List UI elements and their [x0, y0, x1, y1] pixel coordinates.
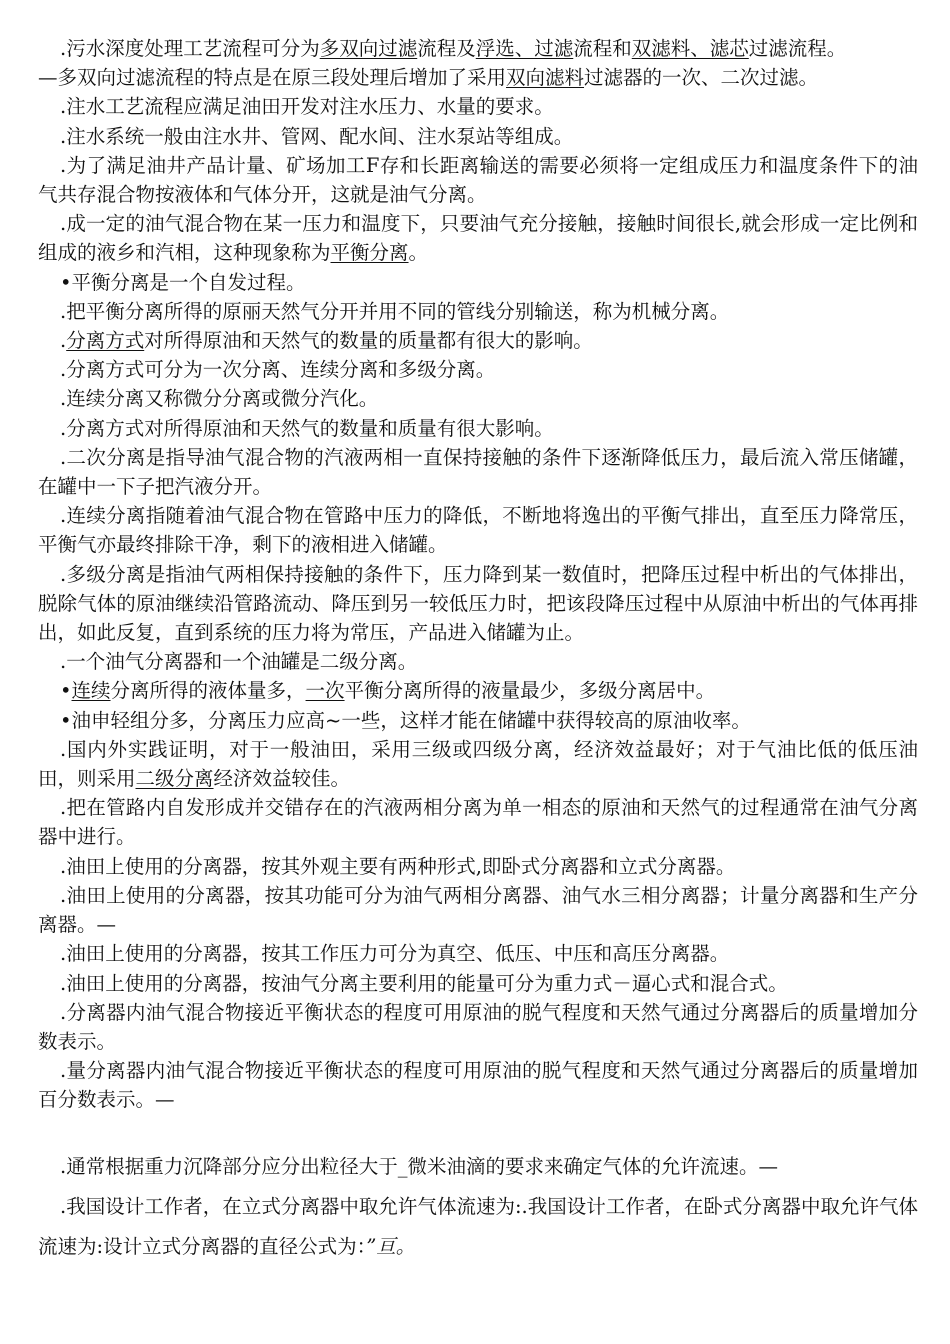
- paragraph: [38, 852, 918, 881]
- text-segment: 过滤器的一次、二次过滤。: [584, 66, 819, 90]
- text-segment: 经济效益较佳。: [213, 767, 351, 791]
- paragraph: [38, 355, 918, 384]
- paragraph: [38, 443, 918, 501]
- underlined-term: 双向滤料: [506, 66, 585, 90]
- text-segment: 流程及: [417, 37, 476, 60]
- text-segment: .: [60, 329, 67, 353]
- text-segment: .油田上使用的分离器，按其功能可分为油气两相分离器、油气水三相分离器；计量分离器和生产分离器。—: [38, 883, 918, 937]
- text-segment: 过滤流程。: [748, 37, 847, 60]
- paragraph: [38, 647, 918, 676]
- paragraph: [38, 1187, 918, 1267]
- text-segment: 对所得原油和天然气的数量的质量都有很大的影响。: [144, 329, 593, 353]
- text-segment: ”亘。: [366, 1234, 416, 1258]
- text-segment: .成一定的油气混合物在某一压力和温度下，只要油气充分接触，接触时间很长,就会形成一定比例和组成的液乡和汽相，这种现象称为: [38, 212, 918, 265]
- paragraph: [38, 122, 918, 151]
- paragraph: [38, 969, 918, 998]
- paragraph: [38, 793, 918, 851]
- text-segment: .一个油气分离器和一个油罐是二级分离。: [60, 650, 418, 674]
- underlined-term: 浮选、过滤: [475, 37, 574, 60]
- paragraph: [38, 34, 918, 63]
- document-body: [38, 34, 918, 1267]
- paragraph: [38, 297, 918, 326]
- paragraph: [38, 998, 918, 1056]
- blank-gap: [38, 1115, 918, 1147]
- text-segment: .连续分离指随着油气混合物在管路中压力的降低，不断地将逸出的平衡气排出，直至压力降常压，平衡气亦最终排除干净，剩下的液相进入储罐。: [38, 504, 918, 557]
- text-segment: •: [60, 679, 72, 703]
- underlined-term: 平衡分离: [330, 241, 409, 265]
- underlined-term: 双滤料、滤芯: [631, 37, 749, 60]
- text-segment: .把平衡分离所得的原丽天然气分开并用不同的管线分别输送，称为机械分离。: [60, 299, 730, 323]
- paragraph: [38, 151, 918, 209]
- text-segment: .分离器内油气混合物接近平衡状态的程度可用原油的脱气程度和天然气通过分离器后的质量增加分数表示。: [38, 1000, 918, 1053]
- paragraph: [38, 414, 918, 443]
- paragraph: [38, 209, 918, 267]
- paragraph: [38, 676, 918, 705]
- underlined-term: 二级分离: [135, 767, 214, 791]
- text-segment: .二次分离是指导油气混合物的汽液两相一直保持接触的条件下逐渐降低压力，最后流入常压储罐，在罐中一下子把汽液分开。: [38, 445, 918, 499]
- text-segment: .污水深度处理工艺流程可分为: [60, 37, 320, 60]
- paragraph: [38, 1056, 918, 1114]
- paragraph: [38, 939, 918, 968]
- text-segment: .国内外实践证明，对于一般油田，采用三级或四级分离，经济效益最好；对于气油比低的低压油田，则采用: [38, 737, 918, 791]
- underlined-term: 连续: [71, 679, 111, 703]
- text-segment: •油申轻组分多，分离压力应高~一些，这样才能在储罐中获得较高的原油收率。: [60, 708, 751, 732]
- paragraph: [38, 92, 918, 121]
- text-segment: 流程和: [573, 37, 632, 60]
- paragraph: [38, 560, 918, 648]
- text-segment: .我国设计工作者，在立式分离器中取允许气体流速为:.我国设计工作者，在卧式分离器中取允许气体流速为:设计立式分离器的直径公式为：: [38, 1194, 918, 1258]
- text-segment: .分离方式可分为一次分离、连续分离和多级分离。: [60, 358, 496, 382]
- paragraph: [38, 735, 918, 793]
- main-text-block: [38, 34, 918, 1115]
- underlined-term: 分离方式: [66, 329, 145, 353]
- text-segment: .油田上使用的分离器，按其工作压力可分为真空、低压、中压和高压分离器。: [60, 942, 730, 966]
- text-segment: .通常根据重力沉降部分应分出粒径大于_微米油滴的要求来确定气体的允许流速。—: [60, 1154, 778, 1178]
- underlined-term: 多双向过滤: [319, 37, 418, 60]
- text-segment: .量分离器内油气混合物接近平衡状态的程度可用原油的脱气程度和天然气通过分离器后的质量增加百分数表示。—: [38, 1059, 918, 1112]
- paragraph: [38, 384, 918, 413]
- text-segment: .多级分离是指油气两相保持接触的条件下，压力降到某一数值时，把降压过程中析出的气体排出，脱除气体的原油继续沿管路流动、降压到另一较低压力时，把该段降压过程中从原油中析出的气体再排出，如此反复，直到系统的压力将为常压，产品进入储罐为止。: [38, 562, 918, 645]
- text-segment: .油田上使用的分离器，按其外观主要有两种形式,即卧式分离器和立式分离器。: [60, 854, 736, 878]
- text-segment: .分离方式对所得原油和天然气的数量和质量有很大影响。: [60, 416, 554, 440]
- paragraph: [38, 706, 918, 735]
- text-segment: 分离所得的液体量多，: [110, 679, 306, 703]
- text-segment: .连续分离又称微分分离或微分汽化。: [60, 387, 379, 411]
- text-segment: —多双向过滤流程的特点是在原三段处理后增加了采用: [38, 66, 507, 90]
- text-segment: .注水工艺流程应满足油田开发对注水压力、水量的要求。: [60, 95, 554, 119]
- text-segment: •平衡分离是一个自发过程。: [60, 270, 306, 294]
- text-segment: 。: [408, 241, 429, 265]
- paragraph: [38, 1147, 918, 1187]
- text-segment: .为了满足油井产品计量、矿场加工F存和长距离输送的需要必须将一定组成压力和温度条件下的油气共存混合物按液体和气体分开，这就是油气分离。: [38, 153, 918, 207]
- text-segment: .把在管路内自发形成并交错存在的汽液两相分离为单一相态的原油和天然气的过程通常在油气分离器中进行。: [38, 796, 918, 849]
- paragraph: [38, 881, 918, 939]
- text-segment: .注水系统一般由注水井、管网、配水间、注水泵站等组成。: [60, 124, 574, 148]
- underlined-term: 一次: [305, 679, 345, 703]
- text-segment: 平衡分离所得的液量最少，多级分离居中。: [344, 679, 716, 703]
- paragraph: [38, 501, 918, 559]
- paragraph: [38, 326, 918, 355]
- text-segment: .油田上使用的分离器，按油气分离主要利用的能量可分为重力式－逼心式和混合式。: [60, 971, 788, 995]
- paragraph: [38, 268, 918, 297]
- closing-text-block: [38, 1147, 918, 1267]
- paragraph: [38, 63, 918, 92]
